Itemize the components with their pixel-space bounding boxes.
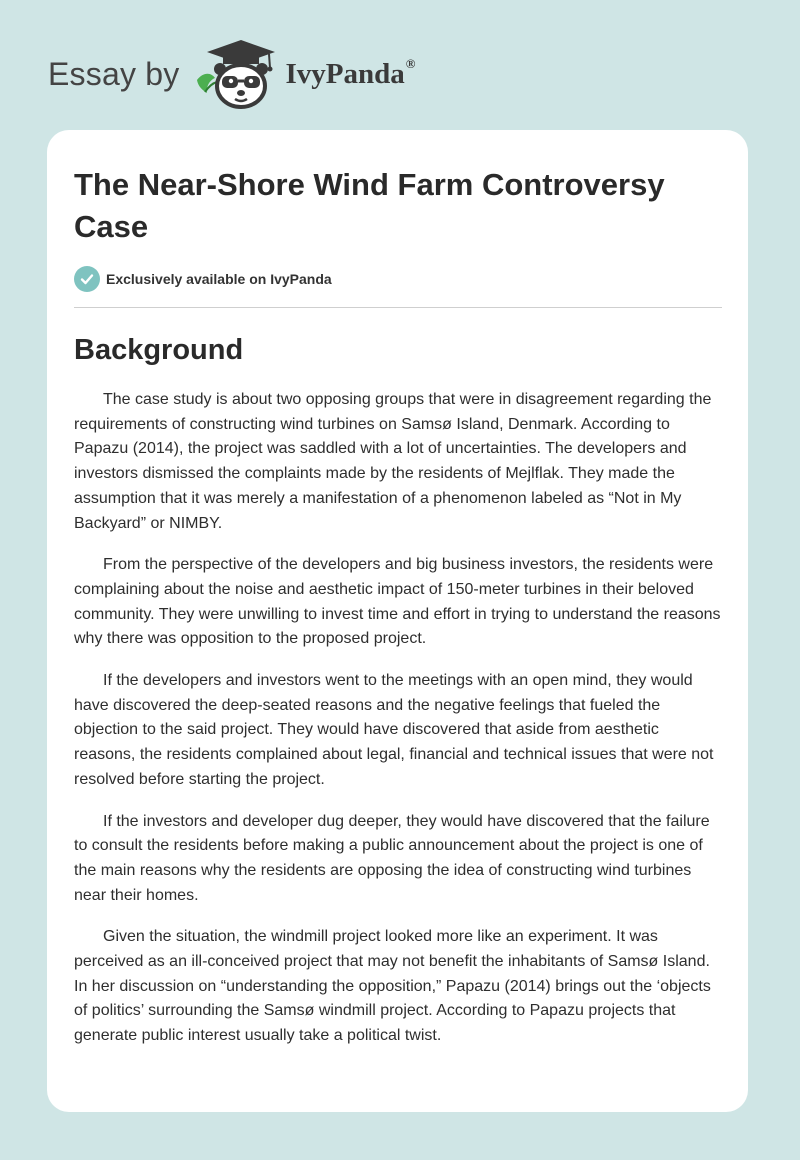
divider xyxy=(74,307,722,308)
section-heading: Background xyxy=(74,334,244,366)
registered-mark: ® xyxy=(405,55,416,71)
panda-graduate-logo-icon xyxy=(193,36,279,112)
brand-name xyxy=(285,55,416,91)
brand-name-text: IvyPanda xyxy=(285,57,405,90)
check-circle-icon xyxy=(74,266,100,292)
exclusive-badge xyxy=(74,266,722,292)
paragraph: If the investors and developer dug deeper, they would have discovered that the failure to consult the residents before making a public announcement about the project is one of the main reasons why the residents are opposing the idea of constructing wind turbines near their homes. xyxy=(74,812,710,904)
essay-by-label: Essay by xyxy=(48,55,180,92)
article-card xyxy=(47,130,748,1112)
paragraph: Given the situation, the windmill project looked more like an experiment. It was perceived as an ill-conceived project that may not benefit the inhabitants of Samsø Island. In her discussion on “understanding the opposition,” Papazu (2014) brings out the ‘objects of politics’ surrounding the Samsø windmill project. According to Papazu projects that generate public interest usually take a political twist. xyxy=(74,928,711,1045)
paragraph: If the developers and investors went to the meetings with an open mind, they would have discovered the deep-seated reasons and the negative feelings that fueled the objection to the said project. They would have discovered that aside from aesthetic reasons, the residents complained about legal, financial and technical issues that were not resolved before starting the project. xyxy=(74,672,714,788)
paragraph: The case study is about two opposing groups that were in disagreement regarding the requirements of constructing wind turbines on Samsø Island, Denmark. According to Papazu (2014), the project was saddled with a lot of uncertainties. The developers and investors dismissed the complaints made by the residents of Mejlflak. They made the assumption that it was merely a manifestation of a phenomenon labeled as “Not in My Backyard” or NIMBY. xyxy=(74,391,712,532)
site-header xyxy=(48,36,415,112)
article-title: The Near-Shore Wind Farm Controversy Case xyxy=(74,167,665,244)
paragraph: From the perspective of the developers and big business investors, the residents were complaining about the noise and aesthetic impact of 150-meter turbines in their beloved community. They were unwilling to invest time and effort in trying to understand the reasons why there was opposition to the proposed project. xyxy=(74,556,721,648)
article-body xyxy=(74,388,722,1049)
exclusive-badge-label: Exclusively available on IvyPanda xyxy=(106,271,332,287)
